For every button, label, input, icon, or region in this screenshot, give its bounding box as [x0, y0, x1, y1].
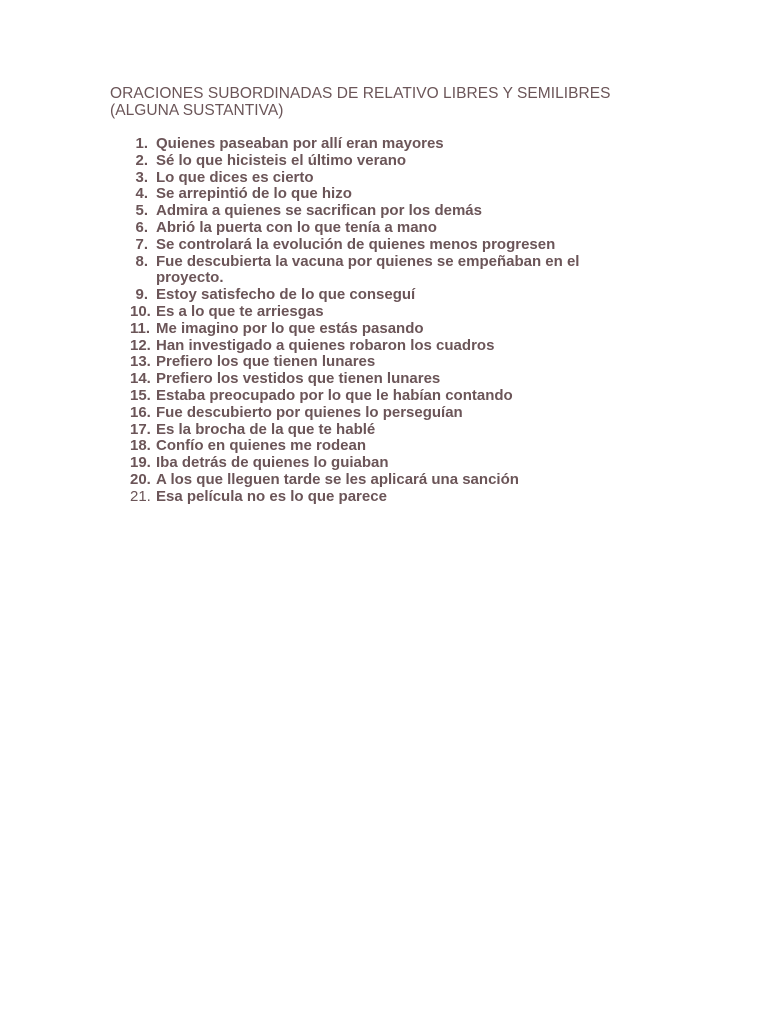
item-text: Sé lo que hicisteis el último verano: [156, 151, 407, 169]
list-item: [110, 405, 730, 422]
item-number: 16.: [130, 403, 151, 421]
item-text: Me imagino por lo que estás pasando: [156, 319, 424, 337]
item-number: 12.: [130, 336, 151, 354]
document-title: [110, 85, 730, 119]
item-number: 6.: [135, 218, 148, 236]
title-line-2: (ALGUNA SUSTANTIVA): [110, 102, 284, 119]
item-text: Es a lo que te arriesgas: [156, 302, 324, 320]
item-text: Lo que dices es cierto: [156, 168, 314, 186]
list-item: [110, 422, 730, 439]
item-number: 1.: [135, 135, 148, 152]
document-page: [110, 85, 730, 506]
list-item: [110, 220, 730, 237]
item-number: 3.: [135, 168, 148, 186]
item-text: Se arrepintió de lo que hizo: [156, 185, 352, 203]
list-item: [110, 237, 730, 254]
item-text: Han investigado a quienes robaron los cuadros: [156, 336, 495, 354]
item-number: 9.: [135, 286, 148, 304]
list-item: [110, 287, 730, 304]
list-item: [110, 489, 730, 506]
item-number: 21.: [130, 487, 151, 505]
list-item: [110, 321, 730, 338]
item-number: 13.: [130, 353, 151, 371]
item-number: 7.: [135, 235, 148, 253]
list-item: [110, 455, 730, 472]
item-number: 4.: [135, 185, 148, 203]
item-text: Estaba preocupado por lo que le habían contando: [156, 386, 513, 404]
item-text: Abrió la puerta con lo que tenía a mano: [156, 218, 437, 236]
item-number: 19.: [130, 454, 151, 472]
item-number: 17.: [130, 420, 151, 438]
item-number: 8.: [135, 252, 148, 270]
item-text: Quienes paseaban por allí eran mayores: [156, 135, 444, 152]
item-number: 10.: [130, 302, 151, 320]
item-text: Fue descubierta la vacuna por quienes se empeñaban en el proyecto.: [156, 252, 580, 287]
item-text: Confío en quienes me rodean: [156, 437, 367, 455]
item-text: Es la brocha de la que te hablé: [156, 420, 376, 438]
list-item: [110, 203, 730, 220]
list-item: [110, 338, 730, 355]
item-text: Esa película no es lo que parece: [156, 487, 387, 505]
list-item: [110, 438, 730, 455]
list-item: [110, 304, 730, 321]
item-number: 15.: [130, 386, 151, 404]
list-item: [110, 371, 730, 388]
list-item: [110, 136, 730, 153]
item-text: Fue descubierto por quienes lo perseguían: [156, 403, 463, 421]
item-text: Admira a quienes se sacrifican por los demás: [156, 202, 482, 220]
item-number: 20.: [130, 470, 151, 488]
item-text: Estoy satisfecho de lo que conseguí: [156, 286, 416, 304]
list-item: [110, 254, 730, 288]
list-item: [110, 472, 730, 489]
item-number: 14.: [130, 370, 151, 388]
list-item: [110, 153, 730, 170]
item-text: Prefiero los que tienen lunares: [156, 353, 376, 371]
list-item: [110, 354, 730, 371]
item-text: Se controlará la evolución de quienes menos progresen: [156, 235, 556, 253]
list-item: [110, 186, 730, 203]
item-text: Prefiero los vestidos que tienen lunares: [156, 370, 441, 388]
sentence-list: [110, 136, 730, 506]
item-text: Iba detrás de quienes lo guiaban: [156, 454, 389, 472]
item-number: 5.: [135, 202, 148, 220]
title-line-1: ORACIONES SUBORDINADAS DE RELATIVO LIBRES Y SEMILIBRES: [110, 85, 611, 102]
list-item: [110, 388, 730, 405]
list-item: [110, 170, 730, 187]
item-number: 18.: [130, 437, 151, 455]
item-number: 2.: [135, 151, 148, 169]
item-text: A los que lleguen tarde se les aplicará una sanción: [156, 470, 519, 488]
item-number: 11.: [130, 319, 151, 337]
